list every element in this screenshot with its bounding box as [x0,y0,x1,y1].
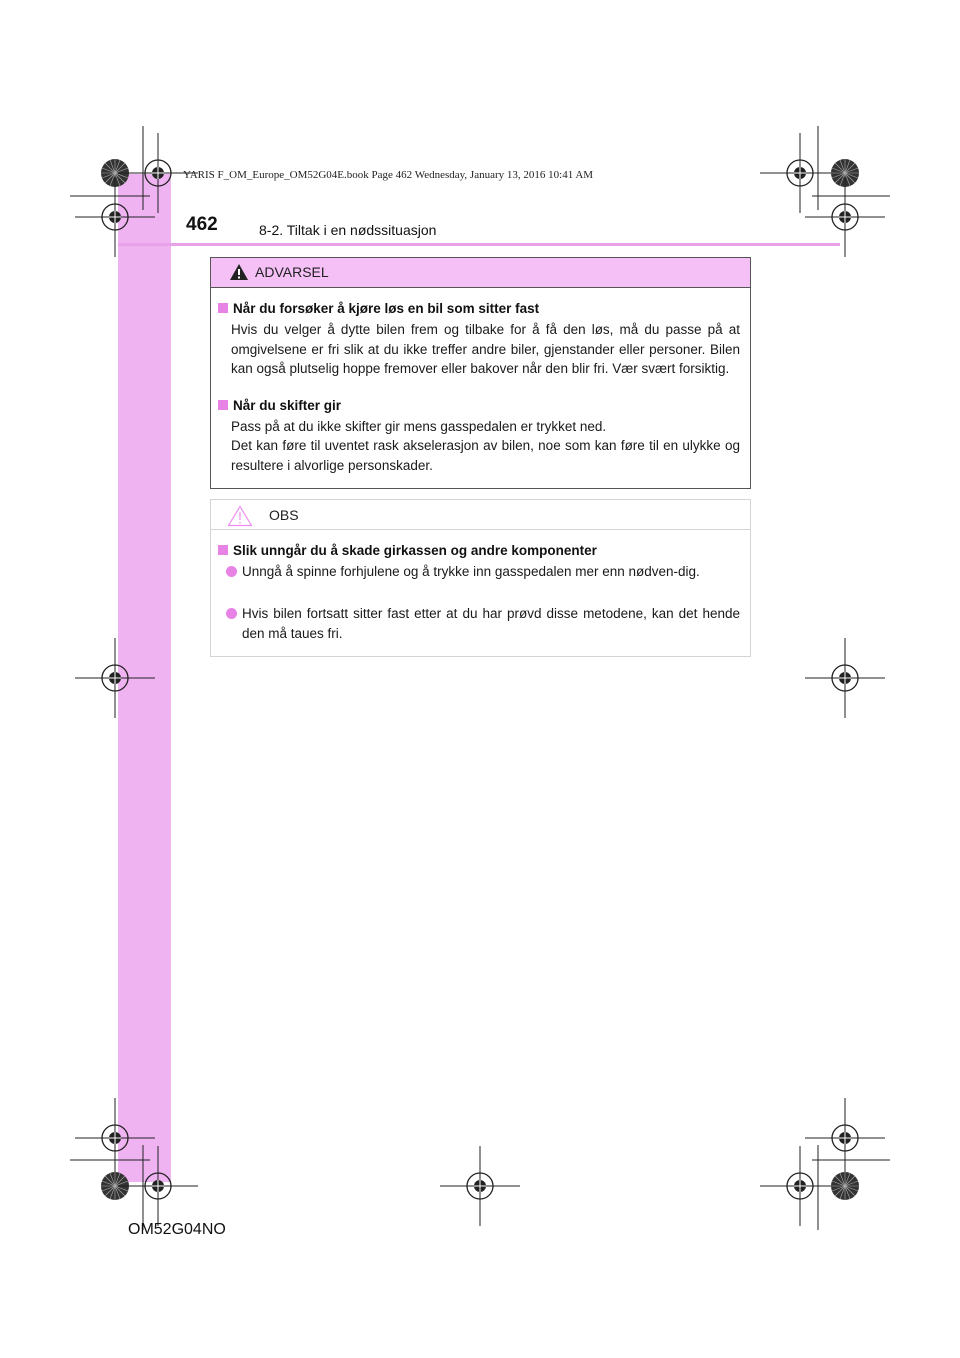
notice-heading: Slik unngår du å skade girkassen og andre komponenter [218,543,597,558]
notice-header [211,500,750,530]
notice-bullet-2: Hvis bilen fortsatt sitter fast etter at du har prøvd disse metodene, kan det hende den må taues fri. [218,604,740,643]
round-bullet-icon [226,608,237,619]
warning-heading-1: Når du forsøker å kjøre løs en bil som sitter fast [218,301,539,316]
warning-box [210,257,751,489]
header-rule [118,243,840,246]
notice-box [210,499,751,657]
warning-triangle-icon [229,263,249,281]
warning-header [211,258,750,288]
square-bullet-icon [218,545,228,555]
square-bullet-icon [218,400,228,410]
square-bullet-icon [218,303,228,313]
footer-document-code: OM52G04NO [128,1221,226,1238]
warning-text-1: Hvis du velger å dytte bilen frem og tilbake for å få den løs, må du passe på at omgivelsene er fri slik at du ikke treffer andre biler, gjenstander eller personer. Bilen kan også plutselig hoppe fremover eller bakover når den blir fri. Vær svært forsiktig. [231,322,740,376]
section-title: 8-2. Tiltak i en nødssituasjon [259,222,437,238]
warning-heading-2: Når du skifter gir [218,398,341,413]
caution-triangle-outline-icon [227,505,253,527]
notice-bullet-1: Unngå å spinne forhjulene og å trykke inn gasspedalen mer enn nødven-dig. [218,562,740,582]
round-bullet-icon [226,566,237,577]
warning-text-2b: Det kan føre til uventet rask akselerasjon av bilen, noe som kan føre til en ulykke og resultere i alvorlige personskader. [231,438,740,473]
warning-text-2a: Pass på at du ikke skifter gir mens gasspedalen er trykket ned. [231,419,607,434]
page-number: 462 [186,214,218,235]
book-info-line: YARIS F_OM_Europe_OM52G04E.book Page 462 Wednesday, January 13, 2016 10:41 AM [183,169,594,181]
warning-label: ADVARSEL [255,264,329,280]
notice-label: OBS [269,507,299,523]
